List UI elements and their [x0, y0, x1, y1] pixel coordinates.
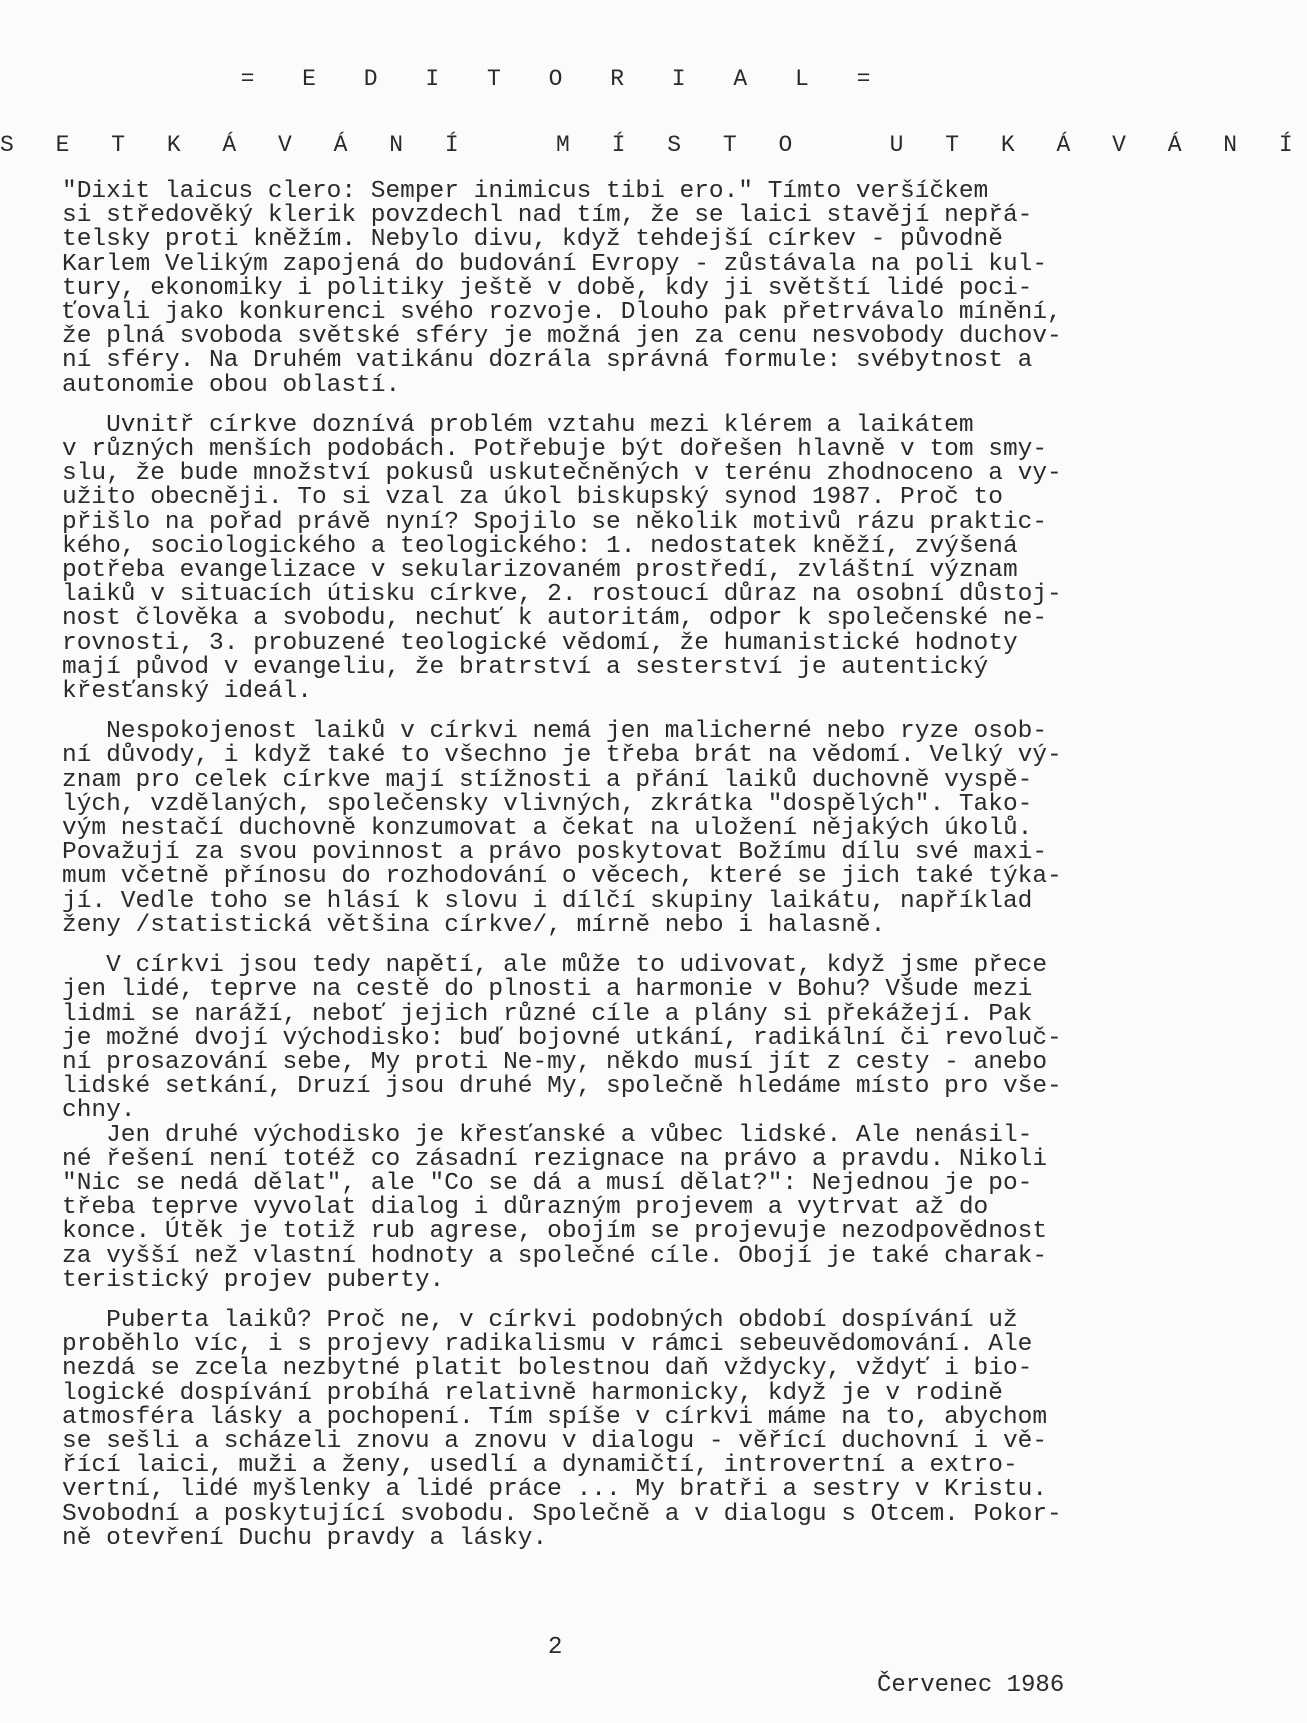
text-line: vertní, lidé myšlenky a lidé práce ... My bratři a sestry v Kristu. [62, 1476, 1048, 1504]
text-line: vým nestačí duchovně konzumovat a čekat na uložení nějakých úkolů. [62, 815, 1033, 843]
text-line: řící laici, muži a ženy, usedlí a dynamičtí, introvertní a extro- [62, 1452, 1018, 1480]
text-line: třeba teprve vyvolat dialog i důrazným projevem a vytrvat až do [62, 1194, 989, 1222]
text-line: si středověký klerik povzdechl nad tím, že se laici stavějí nepřá- [62, 202, 1033, 230]
text-line: ženy /statistická většina církve/, mírně nebo i halasně. [62, 911, 886, 939]
text-line: teristický projev puberty. [62, 1266, 445, 1294]
text-line: né řešení není totéž co zásadní rezignace na právo a pravdu. Nikoli [62, 1145, 1048, 1173]
text-line: proběhlo víc, i s projevy radikalismu v rámci sebeuvědomování. Ale [62, 1331, 1033, 1359]
text-line: telsky proti kněžím. Nebylo divu, když tehdejší církev - původně [62, 226, 1003, 254]
text-line: kého, sociologického a teologického: 1. nedostatek kněží, zvýšená [62, 532, 1018, 560]
text-line: že plná svoboda světské sféry je možná jen za cenu nesvobody duchov- [62, 323, 1062, 351]
text-line: mum včetně přínosu do rozhodování o věcech, které se jich také týka- [62, 863, 1062, 891]
text-line: autonomie obou oblastí. [62, 371, 401, 399]
text-line: lidské setkání, Druzí jsou druhé My, společně hledáme místo pro vše- [62, 1073, 1062, 1101]
text-line: "Nic se nedá dělat", ale "Co se dá a musí dělat?": Nejednou je po- [62, 1169, 1033, 1197]
text-line: křesťanský ideál. [62, 678, 312, 706]
text-line: nezdá se zcela nezbytné platit bolestnou daň vždycky, vždyť i bio- [62, 1355, 1033, 1383]
article-body [62, 180, 1090, 1567]
text-line: přišlo na pořad právě nyní? Spojilo se několik motivů rázu praktic- [62, 508, 1048, 536]
text-line: logické dospívání probíhá relativně harmonicky, když je v rodině [62, 1379, 1003, 1407]
text-line: jí. Vedle toho se hlásí k slovu i dílčí skupiny laikátu, například [62, 887, 1033, 915]
text-line: atmosféra lásky a pochopení. Tím spíše v církvi máme na to, abychom [62, 1403, 1048, 1431]
paragraph [62, 954, 1090, 1293]
paragraph [62, 411, 1090, 706]
paragraph [62, 1306, 1090, 1552]
text-line: užito obecněji. To si vzal za úkol biskupský synod 1987. Proč to [62, 484, 1003, 512]
section-kicker: = E D I T O R I A L = [240, 66, 888, 92]
text-line: je možné dvojí východisko: buď bojovné utkání, radikální či revoluč- [62, 1024, 1062, 1052]
text-line: Karlem Velikým zapojená do budování Evropy - zůstávala na poli kul- [62, 250, 1048, 278]
text-line: se sešli a scházeli znovu a znovu v dialogu - věřící duchovní i vě- [62, 1427, 1048, 1455]
text-line: ní sféry. Na Druhém vatikánu dozrála správná formule: svébytnost a [62, 347, 1033, 375]
date-signoff: Červenec 1986 [877, 1672, 1065, 1699]
text-line: ní prosazování sebe, My proti Ne-my, někdo musí jít z cesty - anebo [62, 1048, 1048, 1076]
text-line: Považují za svou povinnost a právo poskytovat Božímu dílu své maxi- [62, 839, 1048, 867]
text-line: V církvi jsou tedy napětí, ale může to udivovat, když jsme přece [62, 952, 1048, 980]
text-line: chny. [62, 1097, 136, 1125]
text-line: lidmi se naráží, neboť jejich různé cíle a plány si překážejí. Pak [62, 1000, 1033, 1028]
text-line: tury, ekonomiky i politiky ještě v době, kdy ji světští lidé poci- [62, 274, 1033, 302]
paragraph [62, 720, 1090, 938]
text-line: mají původ v evangeliu, že bratrství a sesterství je autentický [62, 653, 989, 681]
text-line: ně otevření Duchu pravdy a lásky. [62, 1524, 548, 1552]
text-line: Puberta laiků? Proč ne, v církvi podobných období dospívání už [62, 1306, 1018, 1334]
text-line: znam pro celek církve mají stížnosti a přání laiků duchovně vyspě- [62, 766, 1033, 794]
text-line: nost člověka a svobodu, nechuť k autoritám, odpor k společenské ne- [62, 605, 1048, 633]
text-line: rovnosti, 3. probuzené teologické vědomí, že humanistické hodnoty [62, 629, 1018, 657]
text-line: v různých menších podobách. Potřebuje být dořešen hlavně v tom smy- [62, 436, 1048, 464]
text-line: potřeba evangelizace v sekularizovaném prostředí, zvláštní význam [62, 557, 1018, 585]
article-title: S E T K Á V Á N Í M Í S T O U T K Á V Á N Í [0, 132, 1307, 158]
paragraph [62, 180, 1090, 398]
text-line: za vyšší než vlastní hodnoty a společné cíle. Obojí je také charak- [62, 1242, 1048, 1270]
text-line: lých, vzdělaných, společensky vlivných, zkrátka "dospělých". Tako- [62, 790, 1033, 818]
text-line: konce. Útěk je totiž rub agrese, obojím se projevuje nezodpovědnost [62, 1218, 1048, 1246]
text-line: Nespokojenost laiků v církvi nemá jen malicherné nebo ryze osob- [62, 718, 1048, 746]
text-line: ťovali jako konkurenci svého rozvoje. Dlouho pak přetrvávalo mínění, [62, 299, 1062, 327]
text-line: "Dixit laicus clero: Semper inimicus tibi ero." Tímto veršíčkem [62, 178, 989, 205]
text-line: Uvnitř církve doznívá problém vztahu mezi klérem a laikátem [62, 411, 974, 439]
text-line: Jen druhé východisko je křesťanské a vůbec lidské. Ale nenásil- [62, 1121, 1033, 1149]
text-line: ní důvody, i když také to všechno je třeba brát na vědomí. Velký vý- [62, 742, 1062, 770]
text-line: jen lidé, teprve na cestě do plnosti a harmonie v Bohu? Všude mezi [62, 976, 1033, 1004]
text-line: slu, že bude množství pokusů uskutečněných v terénu zhodnoceno a vy- [62, 460, 1062, 488]
page-number: 2 [548, 1634, 563, 1661]
text-line: laiků v situacích útisku církve, 2. rostoucí důraz na osobní důstoj- [62, 581, 1062, 609]
text-line: Svobodní a poskytující svobodu. Společně a v dialogu s Otcem. Pokor- [62, 1500, 1062, 1528]
